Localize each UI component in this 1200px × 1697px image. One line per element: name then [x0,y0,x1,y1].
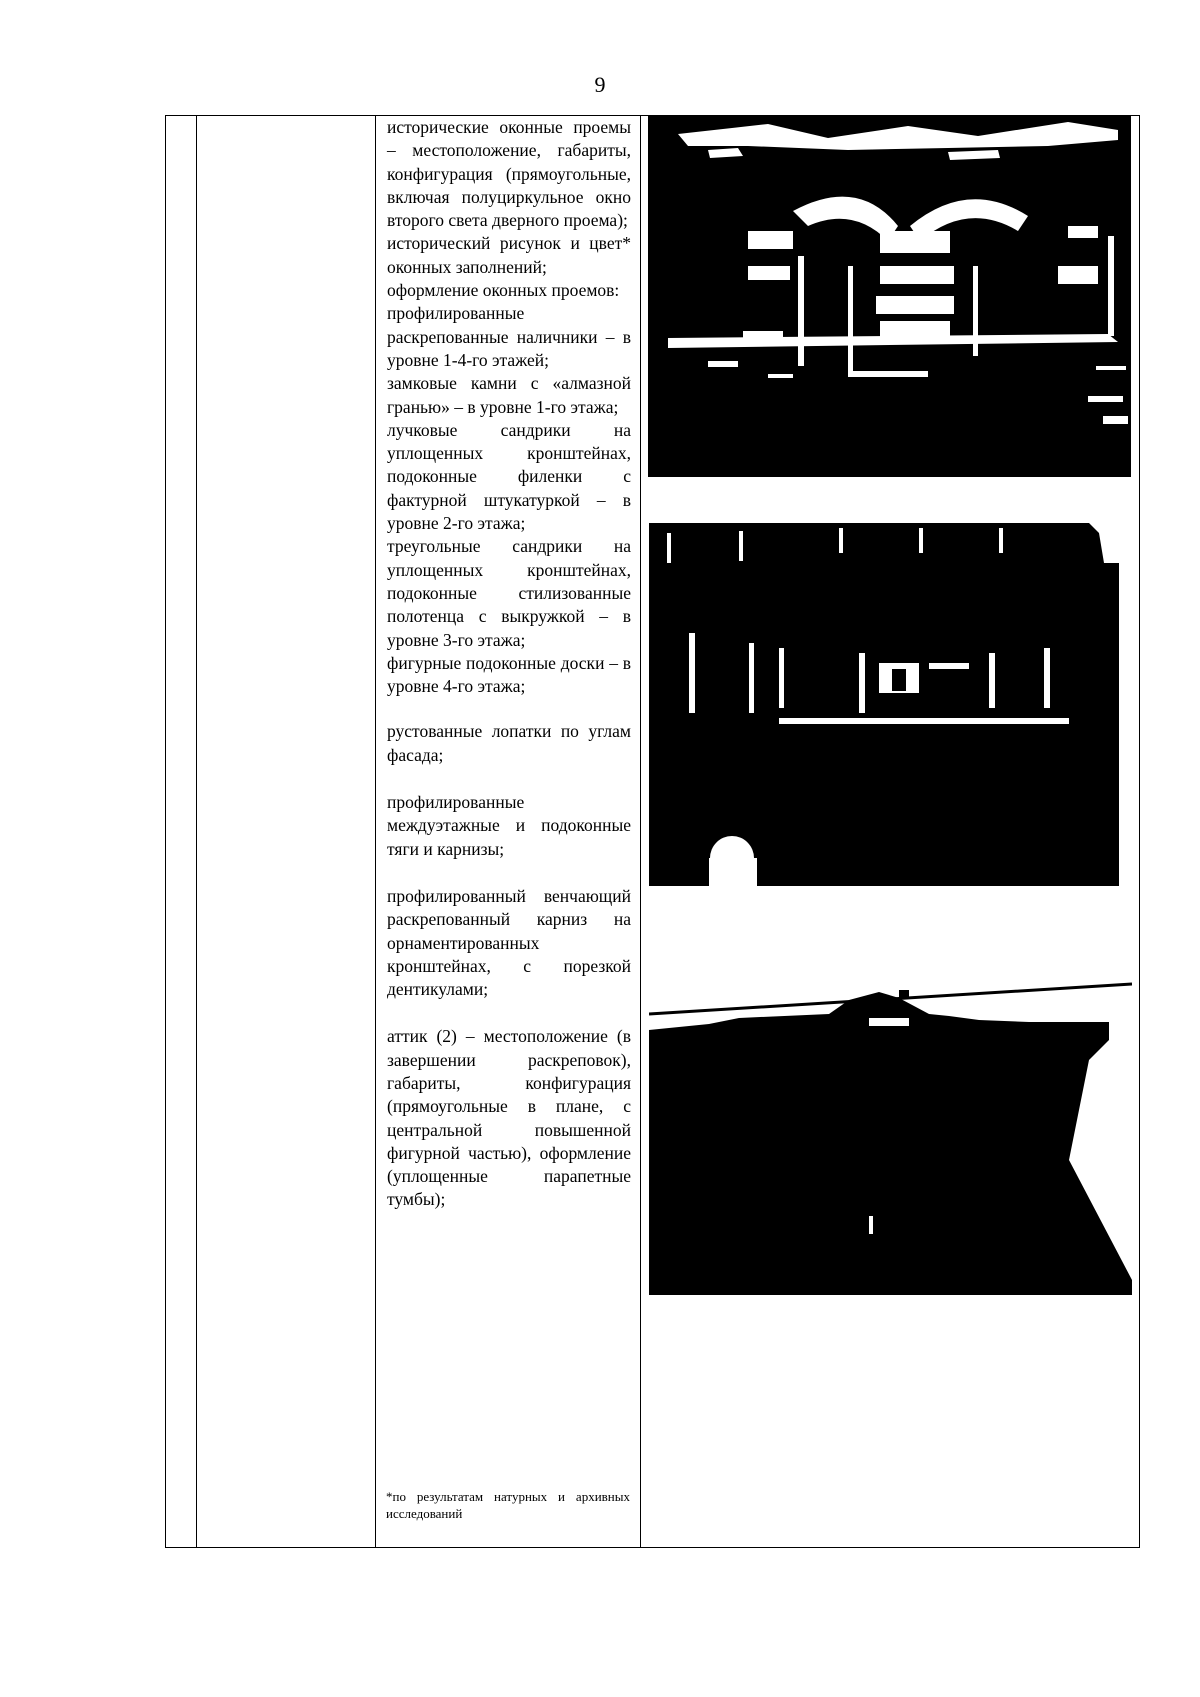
facade-windows-photo [648,116,1131,477]
paragraph-pilasters: рустованные лопатки по углам фасада; [387,721,631,765]
paragraph-arched-sandriks: лучковые сандрики на уплощенных кронштейнах, подоконные филенки с фактурной штукатуркой – в уровне 2-го этажа; [387,419,631,534]
paragraph-window-fillings: исторический рисунок и цвет* оконных заполнений; [387,233,631,277]
paragraph-window-openings: исторические оконные проемы – местоположение, габариты, конфигурация (прямоугольные, включая полуциркульное окно второго света дверного проема); [387,117,631,231]
page-number: 9 [594,72,606,97]
paragraph-keystones: замковые камни с «алмазной гранью» – в уровне 1-го этажа; [387,373,631,417]
paragraph-architraves: профилированные раскрепованные наличники – в уровне 1-4-го этажей; [387,303,631,370]
paragraph-attic: аттик (2) – местоположение (в завершении раскреповок), габариты, конфигурация (прямоугольные в плане, с центральной повышенной фигурной частью), оформление (уплощенные парапетные тумбы); [387,1026,631,1210]
paragraph-window-sills: фигурные подоконные доски – в уровне 4-го этажа; [387,652,631,697]
facade-pilasters-photo [649,523,1132,886]
footnote: *по результатам натурных и архивных исследований [386,1489,630,1521]
cornice-attic-photo [649,980,1132,1295]
paragraph-cornices: профилированные междуэтажные и подоконные тяги и карнизы; [387,792,631,859]
paragraph-window-decoration: оформление оконных проемов: [387,280,620,301]
description-column [387,116,631,1212]
column-divider-3 [640,116,641,1547]
paragraph-crowning-cornice: профилированный венчающий раскрепованный карниз на орнаментированных кронштейнах, с порезкой дентикулами; [387,885,631,1000]
column-divider-1 [196,116,197,1547]
column-divider-2 [375,116,376,1547]
paragraph-triangular-sandriks: треугольные сандрики на уплощенных кронштейнах, подоконные стилизованные полотенца с выкружкой – в уровне 3-го этажа; [387,536,631,650]
